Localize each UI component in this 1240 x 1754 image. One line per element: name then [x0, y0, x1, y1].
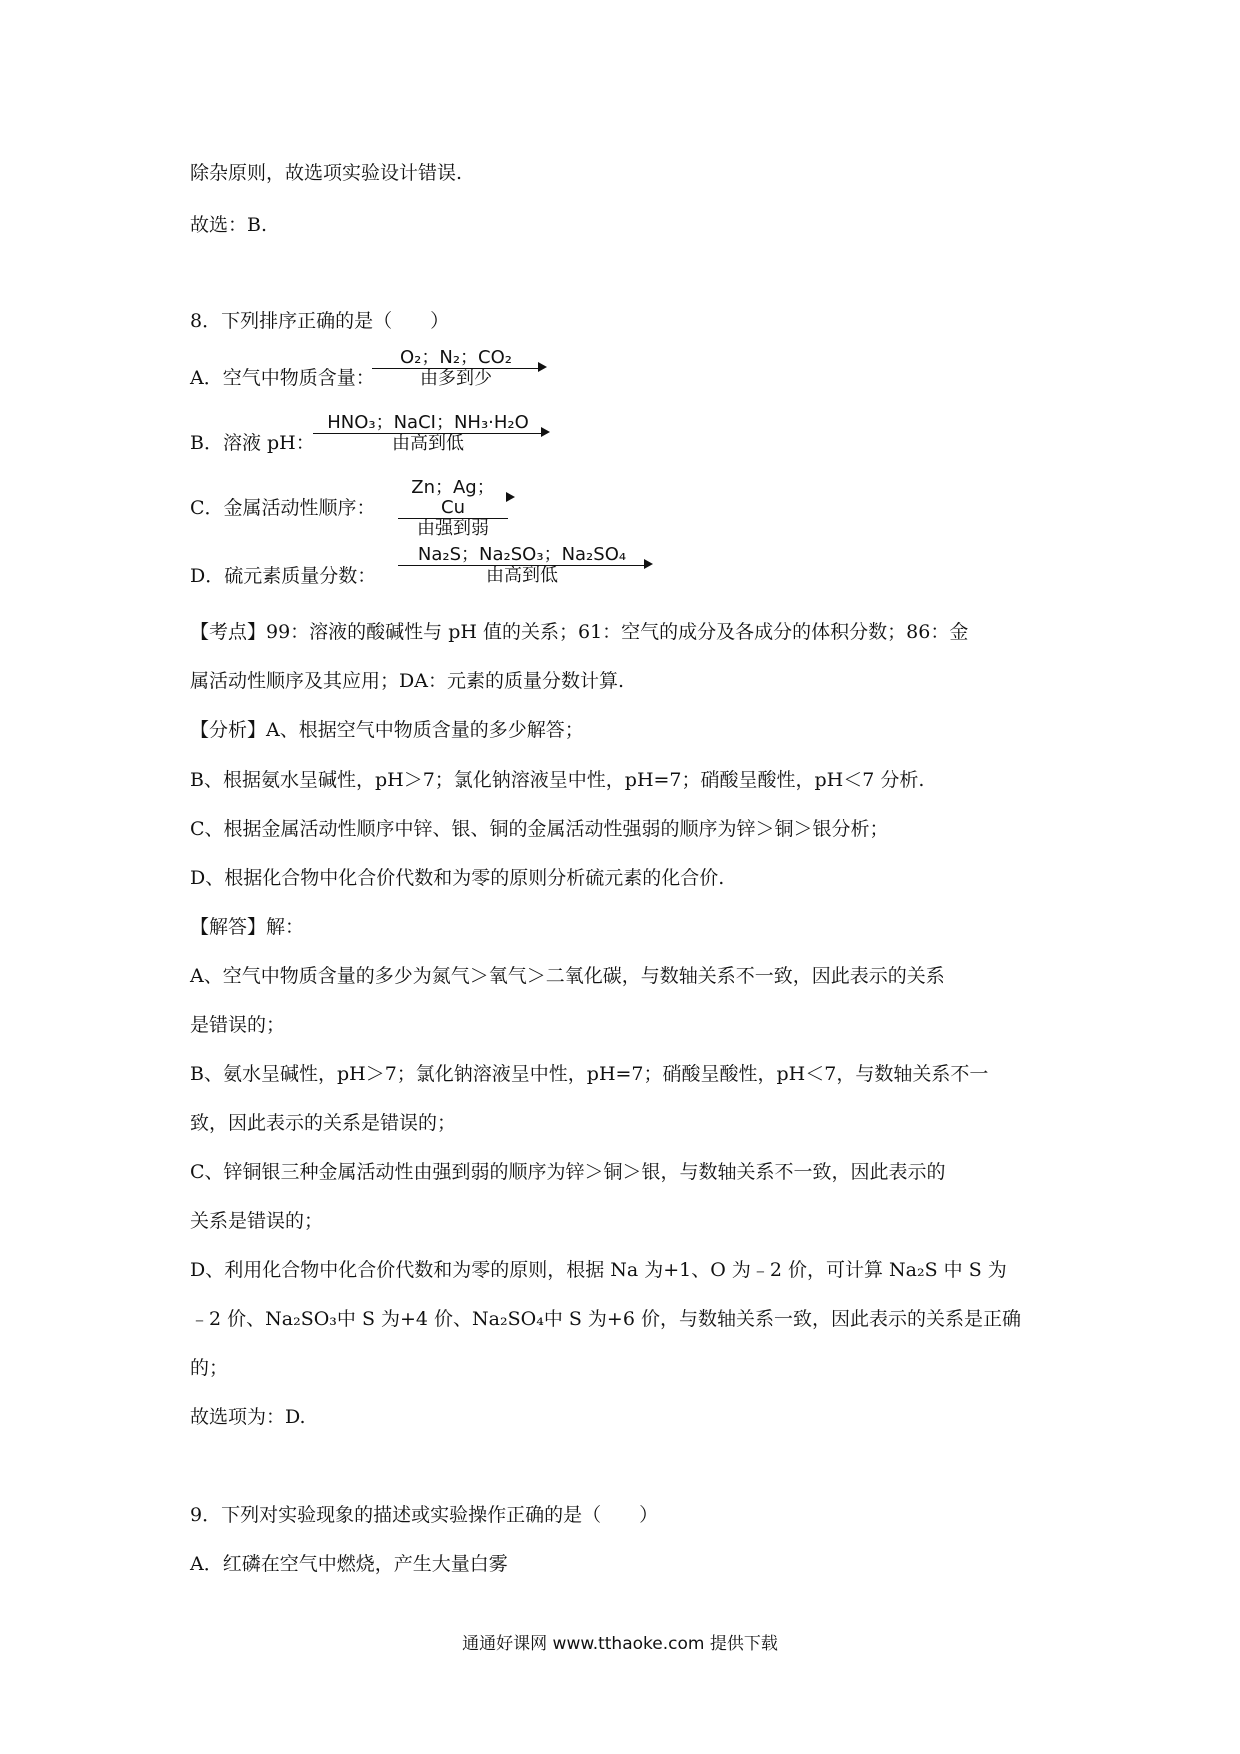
jieda-line: ﹣2 价、Na₂SO₃中 S 为+4 价、Na₂SO₄中 S 为+6 价，与数轴关系一致，因此表示的关系是正确	[190, 1308, 1021, 1330]
option-d-arrow	[398, 545, 646, 586]
kaodian-line: 属活动性顺序及其应用；DA：元素的质量分数计算.	[190, 670, 624, 692]
arrow-head-icon	[506, 492, 515, 502]
option-a-top: O₂；N₂；CO₂	[372, 348, 540, 369]
page-footer: 通通好课网 www.tthaoke.com 提供下载	[462, 1634, 778, 1654]
jieda-line: 【解答】解：	[190, 916, 305, 938]
question-8: 8．下列排序正确的是（ ）	[190, 310, 450, 332]
option-c-arrow	[398, 478, 508, 539]
jieda-line: 关系是错误的；	[190, 1210, 324, 1232]
jieda-line: C、锌铜银三种金属活动性由强到弱的顺序为锌＞铜＞银，与数轴关系不一致，因此表示的	[190, 1161, 946, 1183]
option-b-bottom: 由高到低	[392, 433, 464, 454]
jieda-line: B、氨水呈碱性，pH＞7；氯化钠溶液呈中性，pH=7；硝酸呈酸性，pH＜7，与数轴关系不一	[190, 1063, 989, 1085]
option-d-label: D．硫元素质量分数：	[190, 565, 377, 587]
option-c-top: Zn；Ag；Cu	[398, 478, 508, 519]
option-c-label: C．金属活动性顺序：	[190, 497, 376, 519]
question-9-option-a: A．红磷在空气中燃烧，产生大量白雾	[190, 1553, 508, 1575]
option-d-bottom: 由高到低	[486, 565, 558, 586]
fenxi-line: B、根据氨水呈碱性，pH＞7；氯化钠溶液呈中性，pH=7；硝酸呈酸性，pH＜7 分析.	[190, 769, 925, 791]
jieda-line: 故选项为：D.	[190, 1406, 306, 1428]
option-d-top: Na₂S；Na₂SO₃；Na₂SO₄	[398, 545, 646, 566]
jieda-line: D、利用化合物中化合价代数和为零的原则，根据 Na 为+1、O 为﹣2 价，可计算 Na₂S 中 S 为	[190, 1259, 1007, 1281]
question-9: 9．下列对实验现象的描述或实验操作正确的是（ ）	[190, 1504, 659, 1526]
option-a-bottom: 由多到少	[420, 368, 492, 389]
text-line: 故选：B.	[190, 214, 268, 236]
jieda-line: 的；	[190, 1357, 229, 1379]
arrow-head-icon	[541, 427, 550, 437]
option-b-top: HNO₃；NaCI；NH₃·H₂O	[313, 413, 543, 434]
jieda-line: 致，因此表示的关系是错误的；	[190, 1112, 457, 1134]
option-a-label: A．空气中物质含量：	[190, 367, 375, 389]
arrow-head-icon	[538, 362, 547, 372]
jieda-line: A、空气中物质含量的多少为氮气＞氧气＞二氧化碳，与数轴关系不一致，因此表示的关系	[190, 965, 945, 987]
option-c-bottom: 由强到弱	[417, 518, 489, 539]
fenxi-line: D、根据化合物中化合价代数和为零的原则分析硫元素的化合价.	[190, 867, 725, 889]
jieda-line: 是错误的；	[190, 1014, 286, 1036]
arrow-head-icon	[644, 559, 653, 569]
option-b-arrow	[313, 413, 543, 454]
fenxi-line: 【分析】A、根据空气中物质含量的多少解答；	[190, 719, 584, 741]
kaodian-line: 【考点】99：溶液的酸碱性与 pH 值的关系；61：空气的成分及各成分的体积分数；86：金	[190, 621, 969, 643]
option-b-label: B．溶液 pH：	[190, 432, 315, 454]
fenxi-line: C、根据金属活动性顺序中锌、银、铜的金属活动性强弱的顺序为锌＞铜＞银分析；	[190, 818, 889, 840]
text-line: 除杂原则，故选项实验设计错误.	[190, 162, 463, 184]
option-a-arrow	[372, 348, 540, 389]
